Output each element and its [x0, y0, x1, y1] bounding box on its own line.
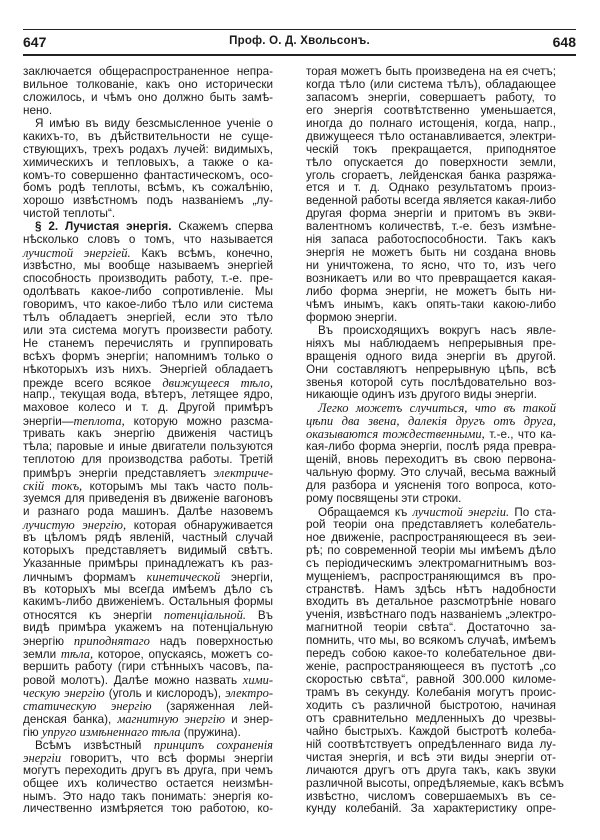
- body-text: когда тѣло (или система тѣлъ), обладающее: [306, 77, 556, 91]
- body-text: магнитной теоріи свѣта“. Достаточно за-: [306, 621, 556, 635]
- emphasis-text: тѣла,: [60, 647, 94, 662]
- body-text: энергіи—: [23, 415, 74, 429]
- body-text: ное движеніе, распространяющееся въ эеи-: [306, 530, 556, 544]
- body-text: нія запаса работоспособности. Такъ какъ: [306, 233, 556, 247]
- emphasis-text: кинетической: [146, 569, 221, 584]
- emphasis-text: движущееся тѣло,: [162, 375, 273, 390]
- left-column: [23, 66, 273, 816]
- body-text: формою энергіи.: [306, 310, 398, 324]
- body-text: извѣстно, мы вообще называемъ энергіей: [23, 259, 273, 273]
- emphasis-text: магнитную энергію: [117, 711, 226, 726]
- body-text: странствѣ. Намъ здѣсь нѣтъ надобности: [306, 582, 556, 596]
- body-text: какихъ-то, въ дѣйствительности не суще-: [23, 129, 273, 143]
- body-text: гію: [23, 725, 42, 739]
- body-text: Указанные примѣры принадлежатъ къ раз-: [23, 556, 273, 570]
- body-text: тѣло опускается до поверхности земли,: [306, 155, 556, 169]
- running-header: [23, 29, 576, 56]
- body-text: ровой молотъ). Далѣе можно назвать: [23, 674, 243, 688]
- body-text: способность производить работу, т.-е. пре-: [23, 272, 273, 285]
- body-text: различной высоты, опредѣляемые, какъ всѣмъ: [306, 776, 564, 790]
- text-line: [23, 803, 273, 816]
- text-line: [23, 92, 273, 105]
- body-text: По ста-: [509, 505, 556, 519]
- body-text: другая форма энергіи и притомъ въ экви-: [306, 207, 556, 221]
- body-text: Не станемъ перечислять и группировать: [23, 336, 273, 350]
- body-text: нено.: [23, 103, 53, 117]
- body-text: относятся къ энергіи: [23, 609, 164, 623]
- body-text: (уголь и кислородъ),: [104, 687, 226, 700]
- body-text: передъ собою какое-то колебательное дви-: [306, 647, 556, 661]
- page-number-right: 648: [552, 34, 576, 50]
- body-text: или эта система могутъ произвести работу.: [23, 323, 273, 337]
- body-text: сложилось, и чѣмъ оно должно быть замѣ-: [23, 90, 273, 104]
- body-text: щеній, вновь переходитъ въ свою первона-: [306, 453, 556, 467]
- body-text: заключается общераспространенное непра-: [23, 65, 273, 78]
- body-text: денская банка),: [23, 712, 118, 726]
- body-text: отъ сравнительно медленныхъ до чрезвы-: [306, 711, 556, 725]
- body-text: ніяхъ мы наблюдаемъ непрерывныя пре-: [306, 336, 556, 350]
- body-text: его энергія соотвѣтственно уменьшается,: [306, 103, 556, 117]
- body-text: вильное толкованіе, какъ оно исторически: [23, 77, 273, 91]
- emphasis-text: упруго измѣненнаго тѣла: [41, 724, 181, 739]
- body-text: маховое колесо и т. д. Другой примѣръ: [23, 401, 273, 415]
- body-text: въ которыхъ мы всегда имѣемъ дѣло съ: [23, 582, 273, 596]
- body-text: никающіе одинъ изъ другого виды энергіи.: [306, 388, 537, 402]
- body-text: рой теоріи она представляетъ колебатель-: [306, 517, 556, 531]
- body-text: и энер-: [225, 712, 273, 726]
- body-text: мущеніемъ, распространяющимся въ про-: [306, 569, 556, 583]
- body-text: Въ происходящихъ вокругъ насъ явле-: [318, 323, 556, 337]
- emphasis-text: статическую энергію: [23, 698, 152, 713]
- body-text: энергія не можетъ быть ни создана вновь: [306, 246, 556, 260]
- body-text: бомъ родѣ теплоты, всѣмъ, къ сожалѣнію,: [23, 181, 273, 195]
- body-text: земли: [23, 648, 61, 662]
- body-text: ни уничтожена, то ясно, что то, изъ чего: [306, 259, 556, 273]
- body-text: извѣстно, числомъ совершаемыхъ въ се-: [306, 789, 556, 803]
- body-text: нѣсколько словъ о томъ, что называется: [23, 233, 273, 247]
- body-text: т.-е., что ка-: [484, 428, 556, 442]
- body-text: теплотою для производства работы. Третій: [23, 453, 273, 467]
- body-text: Они составляютъ непрерывную цѣпь, всѣ: [306, 362, 556, 376]
- body-text: либо форма энергіи, не можетъ быть ни-: [306, 284, 556, 298]
- body-text: торая можетъ быть произведена на ея счетъ;: [306, 65, 556, 78]
- body-text: хорошо извѣстномъ подъ названіемъ „лу-: [23, 194, 273, 208]
- emphasis-text: теплота,: [73, 414, 125, 429]
- emphasis-text: оказываются тождественными,: [306, 427, 485, 442]
- body-text: Всѣмъ извѣстный: [35, 738, 154, 752]
- body-text: движущееся тѣло останавливается, электри-: [306, 129, 556, 143]
- emphasis-text: электриче-: [213, 466, 273, 481]
- body-text: въ цѣломъ рядѣ явленій, частный случай: [23, 530, 273, 544]
- emphasis-text: энергіи: [23, 750, 62, 765]
- body-text: Въ: [246, 609, 273, 623]
- body-text: веденной работы всегда является какая-либо: [306, 194, 556, 208]
- body-text: чистой теплоты“.: [23, 207, 116, 221]
- right-column: [306, 65, 564, 816]
- body-text: вершить работу (гири стѣнныхъ часовъ, па-: [23, 660, 273, 674]
- emphasis-text: ческую энергію: [23, 686, 105, 700]
- body-text: и разнаго рода машинъ. Далѣе назовемъ: [23, 504, 273, 518]
- body-text: чѣмъ инымъ, какъ опять-таки какою-либо: [306, 297, 556, 311]
- body-text: могутъ переходить другъ въ друга, при чемъ: [23, 763, 273, 777]
- body-text: зуемся для приведенія въ движеніе вагоновъ: [23, 491, 273, 505]
- body-text: личаются другъ отъ друга такъ, какъ звуки: [306, 763, 556, 777]
- text-line: [23, 402, 273, 415]
- body-text: какимъ-либо движеніемъ. Остальныя формы: [23, 595, 273, 609]
- body-text: чальную форму. Это случай, весьма важный: [306, 466, 556, 480]
- body-text: видѣ примѣра укажемъ на потенціальную: [23, 621, 273, 635]
- emphasis-text: лучистой энергіи.: [412, 504, 510, 519]
- body-text: говоримъ, что какое-либо тѣло или система: [23, 297, 273, 311]
- body-text: рѣ; по современной теоріи мы имѣемъ дѣло: [306, 543, 556, 557]
- body-text: общее ихъ количество остается неизмѣн-: [23, 776, 273, 790]
- body-text: всѣхъ формъ энергіи; напомнимъ только о: [23, 349, 273, 363]
- body-text: нѣкоторыхъ изъ нихъ. Энергіей обладаетъ: [23, 362, 273, 376]
- body-text: кая-либо форма энергіи, послѣ ряда превра-: [306, 440, 556, 454]
- body-text: Обращаемся къ: [318, 505, 413, 519]
- section-heading: § 2. Лучистая энергія.: [35, 220, 172, 234]
- body-text: иногда до полнаго истощенія, когда, напр.,: [306, 116, 556, 130]
- emphasis-text: потенціальной.: [163, 608, 247, 623]
- emphasis-text: лучистой энергіей.: [23, 246, 131, 261]
- body-text: примѣръ энергіи представляетъ: [23, 467, 214, 481]
- body-text: личнымъ формамъ: [23, 570, 147, 584]
- body-text: химическихъ и тепловыхъ, а также о ка-: [23, 155, 273, 169]
- emphasis-text: цѣпи два звена, далекія другъ отъ друга,: [306, 414, 556, 429]
- running-title: Проф. О. Д. Хвольсонъ.: [229, 35, 370, 47]
- emphasis-text: скій токъ,: [23, 479, 83, 493]
- body-text: которыхъ представляетъ видимый свѣтъ.: [23, 543, 273, 557]
- body-text: для разбора и уясненія того вопроса, кото-: [306, 479, 556, 492]
- body-text: ній соотвѣтствуетъ опредѣленнаго вида лу-: [306, 737, 556, 751]
- text-line: [306, 803, 556, 816]
- text-line: [23, 661, 273, 674]
- body-text: прежде всего всякое: [23, 376, 163, 390]
- body-text: которую можно разсма-: [124, 415, 273, 429]
- body-text: ходить съ различной быстротою, начиная: [306, 698, 556, 712]
- body-text: звенья которой суть послѣдовательно воз-: [306, 375, 556, 389]
- body-text: уголь сгораетъ, лейденская банка разряжа-: [306, 168, 556, 182]
- body-text: тривать какъ энергію движенія частицъ: [23, 427, 273, 441]
- body-text: валентномъ количествѣ, т.-е. безъ измѣне-: [306, 220, 556, 234]
- body-text: рому посвящены эти строки.: [306, 491, 462, 505]
- emphasis-text: лучистую энергію,: [23, 517, 127, 532]
- body-text: помнить, что мы, во всякомъ случаѣ, имѣемъ: [306, 634, 556, 648]
- body-text: возникаетъ или во что превращается какая-: [306, 272, 556, 285]
- body-text: тѣлъ обладаетъ энергіей, если это тѣло: [23, 310, 273, 324]
- emphasis-text: хими-: [242, 673, 273, 688]
- page-number-left: 647: [23, 34, 47, 50]
- emphasis-text: приподнятаго: [73, 634, 150, 649]
- body-text: входить въ детальное разсмотрѣніе новаго: [306, 595, 556, 609]
- body-text: вращенія одного вида энергіи въ другой.: [306, 349, 556, 363]
- emphasis-text: принципъ сохраненія: [153, 737, 273, 752]
- emphasis-text: электро-: [225, 686, 273, 700]
- body-text: нымъ. Это надо такъ понимать: энергія ко-: [23, 789, 273, 803]
- body-text: Скажемъ сперва: [171, 220, 273, 234]
- body-text: женіе, распространяющееся въ пустотѣ „со: [306, 660, 556, 674]
- body-text: скоростью свѣта“, равной 300.000 киломе-: [306, 673, 556, 687]
- body-text: которымъ мы такъ часто поль-: [82, 480, 273, 493]
- body-text: личественно измѣряется тою работою, ко-: [23, 802, 273, 816]
- body-text: ствующихъ, трехъ родахъ лучей: видимыхъ,: [23, 142, 273, 156]
- body-text: тѣла; паровые и иные двигатели пользуются: [23, 440, 273, 454]
- body-text: чистая энергія, и всѣ эти виды энергіи от-: [306, 750, 556, 764]
- body-text: Какъ всѣмъ, конечно,: [130, 247, 273, 261]
- body-text: трамъ въ секунду. Колебанія могутъ проис-: [306, 686, 556, 699]
- body-text: кунду колебаній. За характеристику опре-: [306, 802, 556, 816]
- emphasis-text: Легко можетъ случиться, что въ такой: [318, 401, 556, 416]
- body-text: которое, опускаясь, можетъ со-: [93, 648, 273, 662]
- body-text: напр., текущая вода, вѣтеръ, летящее ядро,: [23, 388, 273, 402]
- body-text: (заряженная лей-: [151, 699, 273, 713]
- body-text: которая обнаруживается: [126, 518, 273, 532]
- body-text: (пружина).: [180, 725, 241, 739]
- body-text: надъ поверхностью: [149, 635, 273, 649]
- body-text: чайно быстрыхъ. Каждой быстротѣ колеба-: [306, 724, 556, 738]
- body-text: энергіи,: [220, 570, 273, 584]
- body-text: съ періодическимъ электромагнитнымъ воз-: [306, 556, 556, 570]
- body-text: ученія, извѣстнаго подъ названіемъ „электро-: [306, 608, 556, 622]
- body-text: говоритъ, что всѣ формы энергіи: [61, 751, 273, 765]
- body-text: энергію: [23, 635, 74, 649]
- body-text: одолѣвать какое-либо сопротивленіе. Мы: [23, 284, 273, 298]
- body-text: ется и т. д. Однако результатомъ произ-: [306, 181, 556, 195]
- body-text: запасомъ энергіи, совершаетъ работу, то: [306, 90, 556, 104]
- body-text: комъ-то совершенно фантастическомъ, осо-: [23, 168, 273, 182]
- body-text: Я имѣю въ виду безсмысленное ученіе о: [35, 116, 273, 130]
- body-text: ческій токъ прекращается, приподнятое: [306, 142, 556, 156]
